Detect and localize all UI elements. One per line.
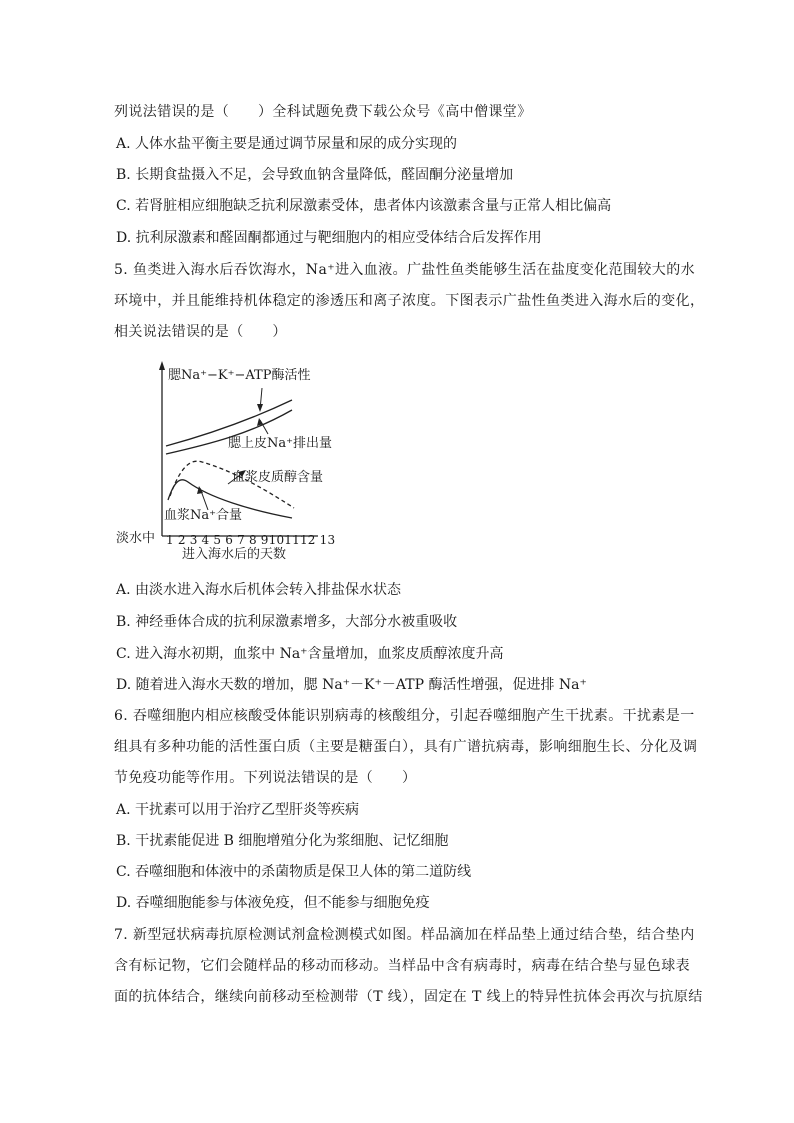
q6-option-d: D. 吞噬细胞能参与体液免疫，但不能参与细胞免疫 — [116, 895, 430, 911]
q6-stem-line-1: 6. 吞噬细胞内相应核酸受体能识别病毒的核酸组分，引起吞噬细胞产生干扰素。干扰素是一 — [114, 708, 695, 724]
x-axis-ticks: 1 2 3 4 5 6 7 8 9101112 13 — [166, 533, 336, 547]
q6-stem-line-2: 组具有多种功能的活性蛋白质（主要是糖蛋白），具有广谱抗病毒，影响细胞生长、分化及调 — [114, 739, 698, 755]
label-atp-activity: 腮Na⁺−K⁺−ATP酶活性 — [168, 368, 311, 383]
q5-option-b: B. 神经垂体合成的抗利尿激素增多，大部分水被重吸收 — [116, 614, 458, 630]
q7-stem-line-3: 面的抗体结合，继续向前移动至检测带（T 线），固定在 T 线上的特异性抗体会再次与抗原结 — [114, 989, 703, 1005]
x-axis-label: 进入海水后的天数 — [182, 547, 287, 562]
label-na-excretion: 腮上皮Na⁺排出量 — [228, 436, 332, 451]
q7-stem-line-1: 7. 新型冠状病毒抗原检测试剂盒检测模式如图。样品滴加在样品垫上通过结合垫，结合垫内 — [114, 927, 695, 943]
q4-option-b: B. 长期食盐摄入不足，会导致血钠含量降低，醛固酮分泌量增加 — [116, 167, 514, 183]
q7-stem-line-2: 含有标记物，它们会随样品的移动而移动。当样品中含有病毒时，病毒在结合垫与显色球表 — [114, 958, 690, 974]
q6-option-b: B. 干扰素能促进 B 细胞增殖分化为浆细胞、记忆细胞 — [116, 833, 449, 849]
q5-figure — [110, 358, 350, 568]
q4-option-d: D. 抗利尿激素和醛固酮都通过与靶细胞内的相应受体结合后发挥作用 — [116, 230, 542, 246]
label-fresh-water: 淡水中 — [116, 531, 156, 546]
q5-stem-line-3: 相关说法错误的是（ ） — [114, 324, 287, 340]
q6-option-a: A. 干扰素可以用于治疗乙型肝炎等疾病 — [116, 802, 360, 818]
q6-stem-line-3: 节免疫功能等作用。下列说法错误的是（ ） — [114, 770, 417, 786]
label-cortisol: 血浆皮质醇含量 — [232, 470, 324, 485]
q4-stem-tail: 列说法错误的是（ ）全科试题免费下载公众号《高中僧课堂》 — [114, 104, 532, 120]
q6-option-c: C. 吞噬细胞和体液中的杀菌物质是保卫人体的第二道防线 — [116, 864, 472, 880]
q5-option-c: C. 进入海水初期，血浆中 Na⁺含量增加，血浆皮质醇浓度升高 — [116, 646, 504, 662]
label-plasma-na: 血浆Na⁺合量 — [164, 508, 242, 523]
q5-option-d: D. 随着进入海水天数的增加，腮 Na⁺－K⁺－ATP 酶活性增强，促进排 Na⁺ — [116, 677, 587, 693]
q5-stem-line-2: 环境中，并且能维持机体稳定的渗透压和离子浓度。下图表示广盐性鱼类进入海水后的变化， — [114, 293, 705, 309]
q5-stem-line-1: 5. 鱼类进入海水后吞饮海水，Na⁺进入血液。广盐性鱼类能够生活在盐度变化范围较大的水 — [114, 262, 695, 278]
q5-option-a: A. 由淡水进入海水后机体会转入排盐保水状态 — [116, 582, 402, 598]
y-axis-arrow — [159, 361, 165, 370]
q4-option-a: A. 人体水盐平衡主要是通过调节尿量和尿的成分实现的 — [116, 136, 458, 152]
q4-option-c: C. 若肾脏相应细胞缺乏抗利尿激素受体，患者体内该激素含量与正常人相比偏高 — [116, 198, 612, 214]
